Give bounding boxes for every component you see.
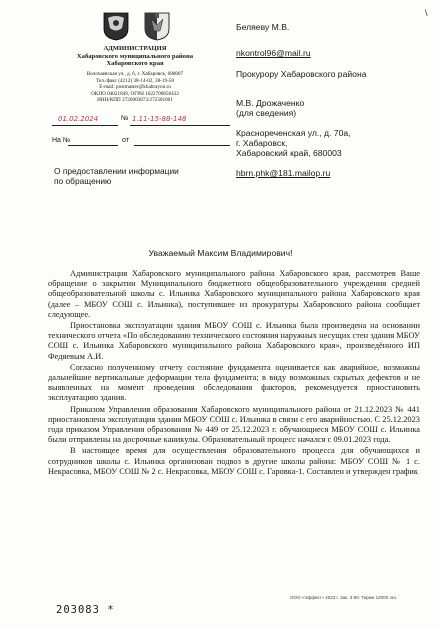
prosecutor-title: Прокурору Хабаровского района bbox=[236, 69, 367, 79]
org-name bbox=[40, 45, 230, 68]
registration-number-prefix: № bbox=[121, 115, 129, 122]
org-line: АДМИНИСТРАЦИЯ bbox=[103, 45, 167, 52]
recipient-address-line: Краснореченская ул., д. 70а, bbox=[236, 128, 351, 138]
print-note: ООО «Эффект» 2023 г. Зак. 3-80. Тираж 12000 экз. bbox=[290, 595, 398, 600]
address-line: ИНН/КПП 2720003873/272301001 bbox=[97, 97, 173, 104]
registration-number: 1.11-15-88-148 bbox=[132, 115, 187, 123]
letter-body bbox=[48, 269, 420, 478]
recipient-address-line: г. Хабаровск, bbox=[236, 138, 288, 149]
body-paragraph: Согласно полученному отчету состояние фундамента оценивается как аварийное, возможны дальнейшие вертикальные деформации тела фундамента; в виду возможных скрытых дефектов и не выявленных на момент проведения обследования факторов, рекомендуется приостановить эксплуатацию здания. bbox=[48, 362, 420, 403]
greeting: Уважаемый Максим Владимирович! bbox=[148, 248, 293, 258]
district-emblem-icon bbox=[103, 11, 129, 41]
body-paragraph: Приостановка эксплуатации здания МБОУ СОШ с. Ильинка была произведена на основании технического отчета «По обследованию технического состояния наружных несущих стен здания МБОУ СОШ с. Ильинка Хабаровского муниципального района Хабаровского края», произведённого ИП Федяевым А.И. bbox=[48, 321, 420, 361]
date-underline bbox=[52, 125, 118, 126]
org-line: Хабаровского края bbox=[106, 60, 164, 68]
registration-date: 01.02.2024 bbox=[58, 115, 99, 123]
subject-line: О предоставлении информации bbox=[54, 166, 179, 176]
number-underline bbox=[130, 125, 230, 126]
recipient-address-line: Хабаровский край, 680003 bbox=[236, 148, 342, 159]
body-paragraph: В настоящее время для осуществления образовательного процесса для обучающихся и сотрудников школы с. Ильинка организован подвоз в другие школы района: МБОУ СОШ № 1 с. Некрасовка, МБОУ СОШ № 2 с. Некрасовка, МБОУ СОШ с. Гаровка-1. Составлен и утвержден график bbox=[48, 446, 420, 476]
reference-label: На № bbox=[52, 137, 71, 144]
subject-line: по обращению bbox=[54, 175, 112, 186]
recipient-email: nkontrol96@mail.ru bbox=[236, 48, 311, 58]
document-stamp-number: 203083 * bbox=[56, 604, 115, 616]
corner-mark: \ bbox=[425, 8, 428, 18]
address-line: Волочаевская ул., д. 6, г. Хабаровск, 680007 bbox=[86, 71, 184, 77]
address-line: ОКПО 04021849, ОГРН 1022700858432 bbox=[91, 90, 179, 97]
region-coat-of-arms-icon bbox=[144, 11, 170, 41]
reference-underline bbox=[68, 145, 118, 146]
body-paragraph: Приказом Управления образования Хабаровского муниципального района от 21.12.2023 № 441 приостановлена эксплуатация здания МБОУ СОШ с. Ильинка в связи с его аварийностью. С 25.12.2023 года приказом Управления образования № 449 от 25.12.2023 г. обучающиеся МБОУ СОШ с. Ильинка были отправлены на досрочные каникулы. Образовательный процесс начался с 09.01.2023 года. bbox=[48, 404, 420, 445]
recipient-name: Беляеву М.В. bbox=[236, 22, 290, 32]
reference-from-label: от bbox=[122, 137, 129, 144]
letter-subject bbox=[54, 167, 179, 186]
address-line: E-mail: postmaster@khabrayon.ru bbox=[99, 84, 171, 91]
recipient-address bbox=[236, 128, 351, 159]
address-line: Тел./факс (4212) 38-14-02, 38-19-58 bbox=[95, 77, 174, 84]
body-paragraph: Администрация Хабаровского муниципального района Хабаровского края, рассмотрев Ваше обращение о закрытии Муниципального бюджетного общеобразовательного учреждения средней общеобразовательной школы с. Ильинка Хабаровского муниципального района Хабаровского края (далее – МБОУ СОШ с. Ильинка), поступившее из прокуратуры Хабаровского района сообщает следующее. bbox=[48, 269, 420, 319]
copy-recipient-name: М.В. Дрожаченко bbox=[236, 98, 305, 108]
org-address bbox=[40, 71, 230, 104]
reference-from-underline bbox=[134, 145, 230, 146]
prosecutor-email: hbrn.phk@181.mailop.ru bbox=[236, 168, 331, 178]
org-line: Хабаровского муниципального района bbox=[76, 52, 194, 60]
copy-note: (для сведения) bbox=[236, 108, 297, 118]
